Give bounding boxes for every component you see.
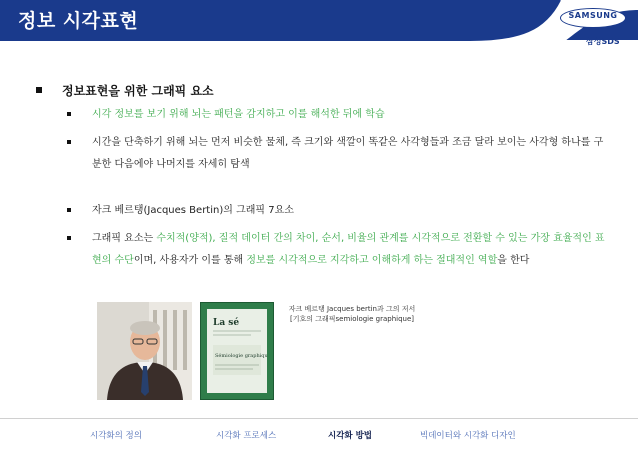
square-bullet-icon	[36, 87, 42, 93]
bullet-item-1	[67, 104, 607, 126]
plain-text: 이며, 사용자가 이를 통해	[133, 255, 247, 266]
samsung-logo-text: SAMSUNG	[568, 11, 618, 20]
section-heading	[36, 82, 214, 99]
semiologie-graphique-book	[200, 302, 274, 400]
square-bullet-icon	[67, 140, 71, 144]
bullet-text	[92, 104, 607, 126]
plain-text: 자크 베르탱(Jacques Bertin)의 그래픽 7요소	[92, 205, 294, 216]
nav-item-bigdata-design[interactable]: 빅데이터와 시각화 디자인	[420, 431, 516, 441]
nav-item-method[interactable]: 시각화 방법	[328, 431, 373, 441]
bullet-text	[92, 228, 607, 272]
book-cover	[207, 309, 267, 393]
square-bullet-icon	[67, 112, 71, 116]
nav-item-definition[interactable]: 시각화의 정의	[90, 431, 142, 441]
samsung-sds-label: 삼성SDS	[586, 37, 620, 46]
portrait-image	[97, 302, 192, 400]
bullet-item-4	[67, 228, 607, 272]
section-heading-text: 정보표현을 위한 그래픽 요소	[62, 84, 214, 98]
plain-text: 그래픽 요소는	[92, 233, 157, 244]
book-cover-art	[207, 309, 267, 393]
highlight-text: 시각 정보를 보기 위해 뇌는 패턴을 감지하고 이를 해석한 뒤에 학습	[92, 109, 385, 120]
plain-text: 을 한다	[497, 255, 530, 266]
book-title-bottom: Sémiologie graphique	[215, 353, 267, 359]
book-title-top: La sé	[213, 318, 240, 328]
highlight-text: 정보를 시각적으로 지각하고 이해하게 하는 절대적인 역할	[246, 255, 498, 266]
nav-item-process[interactable]: 시각화 프로세스	[216, 431, 277, 441]
highlight-text: 수치적(양적), 질적 데이터 간의 차이, 순서, 비율의 관계를 시각적으로 전환할 수 있는 가장 효율적인 표현의 수단	[92, 233, 605, 266]
page-title: 정보 시각표현	[18, 10, 139, 32]
bullet-text	[92, 200, 607, 222]
jacques-bertin-photo	[97, 302, 192, 400]
bullet-item-3	[67, 200, 607, 222]
image-caption: 자크 베르탱 Jacques bertin과 그의 저서 [기호의 그래픽semiologie graphique]	[288, 305, 416, 323]
square-bullet-icon	[67, 236, 71, 240]
square-bullet-icon	[67, 208, 71, 212]
bullet-text	[92, 132, 607, 176]
bullet-item-2	[67, 132, 607, 176]
plain-text: 시간을 단축하기 위해 뇌는 먼저 비슷한 물체, 즉 크기와 색깔이 똑같은 사각형들과 조금 달라 보이는 사각형 하나를 구분한 다음에야 나머지를 자세히 탐색	[92, 137, 604, 170]
footer-nav	[0, 418, 638, 452]
header	[0, 0, 638, 58]
